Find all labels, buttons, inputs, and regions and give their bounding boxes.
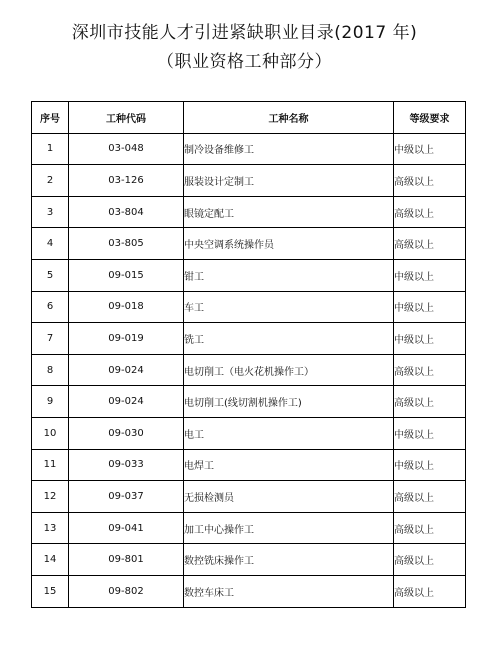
cell-name: 制冷设备维修工 (184, 133, 394, 165)
cell-seq: 2 (32, 165, 69, 197)
table-row (32, 544, 466, 576)
table-row (32, 449, 466, 481)
cell-level: 高级以上 (394, 228, 466, 260)
cell-seq: 13 (32, 512, 69, 544)
cell-code: 03-805 (69, 228, 184, 260)
cell-code: 09-019 (69, 323, 184, 355)
cell-name: 服装设计定制工 (184, 165, 394, 197)
table-header (32, 102, 466, 134)
table-row (32, 259, 466, 291)
cell-level: 中级以上 (394, 259, 466, 291)
cell-name: 钳工 (184, 259, 394, 291)
cell-code: 09-801 (69, 544, 184, 576)
cell-name: 数控铣床操作工 (184, 544, 394, 576)
cell-name: 电焊工 (184, 449, 394, 481)
cell-seq: 12 (32, 481, 69, 513)
header-code: 工种代码 (69, 102, 184, 134)
cell-code: 09-024 (69, 354, 184, 386)
cell-level: 高级以上 (394, 512, 466, 544)
table-row (32, 196, 466, 228)
cell-level: 中级以上 (394, 323, 466, 355)
table-row (32, 228, 466, 260)
cell-seq: 8 (32, 354, 69, 386)
cell-code: 09-030 (69, 417, 184, 449)
cell-code: 09-037 (69, 481, 184, 513)
cell-level: 高级以上 (394, 575, 466, 607)
cell-code: 09-024 (69, 386, 184, 418)
cell-code: 09-033 (69, 449, 184, 481)
cell-name: 加工中心操作工 (184, 512, 394, 544)
header-level: 等级要求 (394, 102, 466, 134)
cell-seq: 15 (32, 575, 69, 607)
table-row (32, 575, 466, 607)
cell-seq: 7 (32, 323, 69, 355)
document-subtitle: （职业资格工种部分） (157, 52, 332, 72)
cell-seq: 9 (32, 386, 69, 418)
cell-code: 03-804 (69, 196, 184, 228)
cell-seq: 3 (32, 196, 69, 228)
table-row (32, 291, 466, 323)
cell-level: 高级以上 (394, 354, 466, 386)
cell-code: 09-015 (69, 259, 184, 291)
cell-seq: 4 (32, 228, 69, 260)
cell-level: 中级以上 (394, 133, 466, 165)
table-row (32, 386, 466, 418)
cell-name: 中央空调系统操作员 (184, 228, 394, 260)
table-row (32, 354, 466, 386)
table-row (32, 323, 466, 355)
header-seq: 序号 (32, 102, 69, 134)
cell-name: 电切削工（电火花机操作工） (184, 354, 394, 386)
document-title: 深圳市技能人才引进紧缺职业目录(2017 年) (71, 23, 418, 43)
cell-name: 电切削工(线切割机操作工) (184, 386, 394, 418)
cell-name: 无损检测员 (184, 481, 394, 513)
cell-level: 高级以上 (394, 544, 466, 576)
table-body (32, 133, 466, 607)
cell-code: 03-048 (69, 133, 184, 165)
cell-code: 09-802 (69, 575, 184, 607)
cell-level: 高级以上 (394, 196, 466, 228)
cell-name: 车工 (184, 291, 394, 323)
header-row (32, 102, 466, 134)
cell-level: 高级以上 (394, 386, 466, 418)
cell-level: 高级以上 (394, 165, 466, 197)
cell-seq: 1 (32, 133, 69, 165)
header-name: 工种名称 (184, 102, 394, 134)
cell-level: 中级以上 (394, 417, 466, 449)
cell-seq: 5 (32, 259, 69, 291)
cell-level: 中级以上 (394, 449, 466, 481)
occupation-table (31, 101, 466, 608)
cell-seq: 10 (32, 417, 69, 449)
cell-name: 铣工 (184, 323, 394, 355)
table-row (32, 165, 466, 197)
table-row (32, 133, 466, 165)
cell-name: 眼镜定配工 (184, 196, 394, 228)
cell-name: 电工 (184, 417, 394, 449)
cell-code: 09-041 (69, 512, 184, 544)
cell-seq: 11 (32, 449, 69, 481)
cell-level: 高级以上 (394, 481, 466, 513)
cell-name: 数控车床工 (184, 575, 394, 607)
table-row (32, 512, 466, 544)
table-row (32, 417, 466, 449)
cell-code: 09-018 (69, 291, 184, 323)
cell-level: 中级以上 (394, 291, 466, 323)
table-row (32, 481, 466, 513)
cell-code: 03-126 (69, 165, 184, 197)
cell-seq: 6 (32, 291, 69, 323)
cell-seq: 14 (32, 544, 69, 576)
